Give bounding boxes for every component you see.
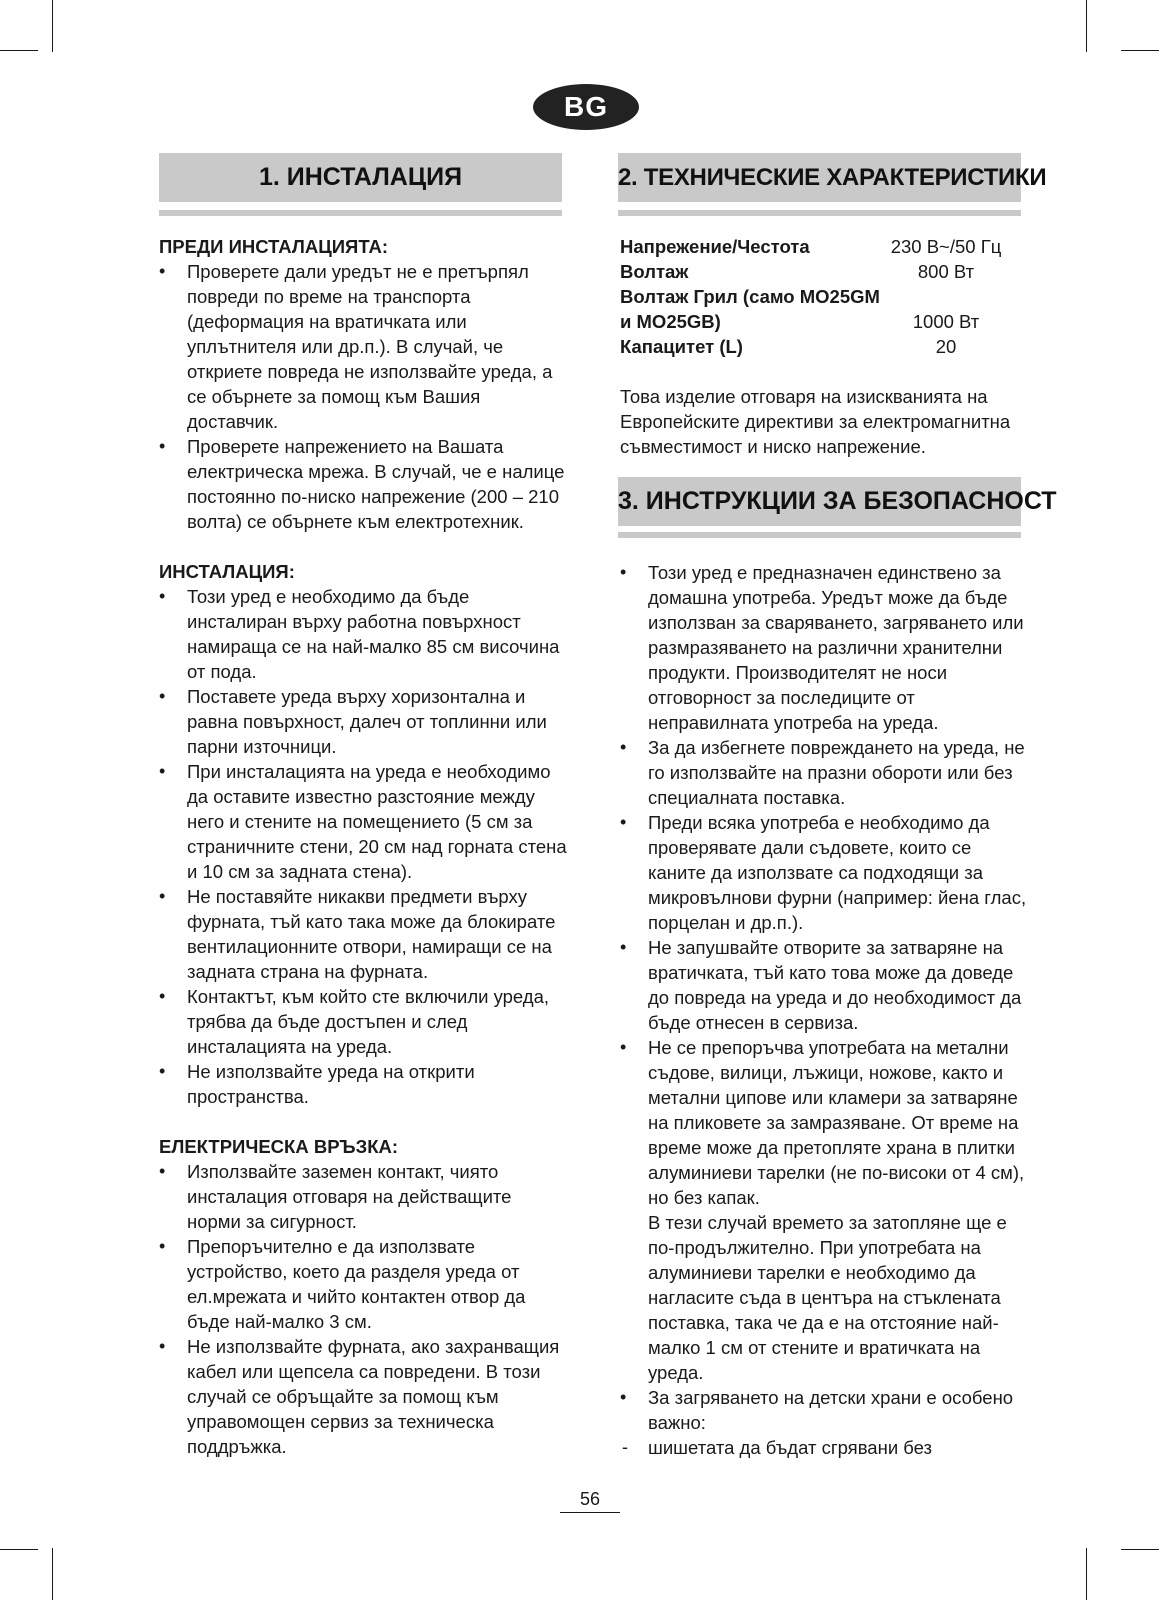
list-item: • Контактът, към който сте включили уреда, трябва да бъде достъпен и след инсталацията на уреда. <box>159 984 569 1059</box>
spec-label: Напрежение/Честота <box>620 236 810 257</box>
electrical-connection-list <box>159 1159 569 1459</box>
page-number: 56 <box>560 1489 620 1513</box>
crop-mark <box>1086 0 1087 52</box>
spec-value <box>882 284 1010 309</box>
list-item: • Проверете напрежението на Вашата електрическа мрежа. В случай, че е налице постоянно по-ниско напрежение (200 – 210 волта) се обърнете към електротехник. <box>159 434 569 534</box>
list-item: • Поставете уреда върху хоризонтална и равна повърхност, далеч от топлинни или парни източници. <box>159 684 569 759</box>
section-title: 1. ИНСТАЛАЦИЯ <box>258 163 463 191</box>
language-badge: BG <box>533 84 639 130</box>
list-item: • За да избегнете повреждането на уреда, не го използвайте на празни обороти или без специалната поставка. <box>620 735 1028 810</box>
section-heading-specs <box>618 153 1047 202</box>
spec-label: и MO25GB) <box>620 311 721 332</box>
safety-column <box>620 560 1028 1460</box>
crop-mark <box>1121 50 1159 51</box>
list-item <box>620 1035 1028 1385</box>
spec-value: 20 <box>935 336 957 357</box>
section-heading-installation <box>159 153 562 202</box>
safety-list <box>620 560 1028 1460</box>
list-item: • Този уред е предназначен единствено за домашна употреба. Уредът може да бъде използван за сваряването, загряването или размразяването на различни хранителни продукти. Производителят не носи отговорност за последиците от неправилната употреба на уреда. <box>620 560 1028 735</box>
list-item: • При инсталацията на уреда е необходимо да оставите известно разстояние между него и стените на помещението (5 см за страничните стени, 20 см над горната стена и 10 см за задната стена). <box>159 759 569 884</box>
subheading-before-installation: ПРЕДИ ИНСТАЛАЦИЯТА: <box>159 236 388 257</box>
list-item: • Използвайте заземен контакт, чиято инсталация отговаря на действащите норми за сигурност. <box>159 1159 569 1234</box>
before-installation-list <box>159 259 569 534</box>
spec-label: Волтаж <box>620 261 689 282</box>
compliance-note: Това изделие отговаря на изискванията на Европейските директиви за електромагнитна съвместимост и ниско напрежение. <box>620 386 1011 457</box>
installation-list <box>159 584 569 1109</box>
list-item: • Препоръчително е да използвате устройство, което да разделя уреда от ел.мрежата и чийто контактен отвор да бъде най-малко 3 см. <box>159 1234 569 1334</box>
section-heading-safety <box>618 477 1057 526</box>
section-title: 3. ИНСТРУКЦИИ ЗА БЕЗОПАСНОСТ <box>618 487 1057 515</box>
list-item: • За загряването на детски храни е особено важно: <box>620 1385 1028 1435</box>
subheading-installation: ИНСТАЛАЦИЯ: <box>159 561 295 582</box>
crop-mark <box>1121 1549 1159 1550</box>
spec-table <box>620 234 1030 359</box>
list-item: • Не използвайте уреда на открити пространства. <box>159 1059 569 1109</box>
crop-mark <box>0 1549 38 1550</box>
section-title: 2. ТЕХНИЧЕСКИЕ ХАРАКТЕРИСТИКИ <box>618 164 1047 191</box>
spec-value: 800 Вт <box>917 261 975 282</box>
crop-mark <box>0 50 38 51</box>
section-underbar <box>159 210 562 216</box>
list-item: • Не поставяйте никакви предмети върху фурната, тъй като така може да блокирате вентилационните отвори, намиращи се на задната страна на фурната. <box>159 884 569 984</box>
spec-value: 1000 Вт <box>912 311 980 332</box>
section-underbar <box>618 532 1021 538</box>
crop-mark <box>52 0 53 52</box>
list-item-continuation: В тези случай времето за затопляне ще е по-продължително. При употребата на алуминиеви тарелки е необходимо да нагласите съда в центъра на стъклената поставка, така че да е на отстояние най-малко 1 см от стените и вратичката на уреда. <box>648 1212 1007 1383</box>
list-item-text: Не се препоръчва употребата на метални съдове, вилици, лъжици, ножове, както и метални ципове или кламери за затваряне на пликовете за замразяване. От време на време може да претопляте храна в плитки алуминиеви тарелки (не по-високи от 4 см), но без капак. <box>648 1037 1025 1208</box>
section-underbar <box>618 210 1021 216</box>
list-item: • Този уред е необходимо да бъде инсталиран върху работна повърхност намираща се на най-малко 85 см височина от пода. <box>159 584 569 684</box>
list-item: - шишетата да бъдат сгрявани без <box>620 1435 1028 1460</box>
spec-label: Капацитет (L) <box>620 336 743 357</box>
specs-column <box>620 234 1030 459</box>
list-item: • Проверете дали уредът не е претърпял повреди по време на транспорта (деформация на вратичката или уплътнителя или др.п.). В случай, че откриете повреда не използвайте уреда, а се обърнете за помощ към Вашия доставчик. <box>159 259 569 434</box>
installation-column <box>159 234 569 1459</box>
list-item: • Не запушвайте отворите за затваряне на вратичката, тъй като това може да доведе до повреда на уреда и до необходимост да бъде отнесен в сервиза. <box>620 935 1028 1035</box>
list-item: • Не използвайте фурната, ако захранващия кабел или щепсела са повредени. В този случай се обръщайте за помощ към управомощен сервиз за техническа поддръжка. <box>159 1334 569 1459</box>
crop-mark <box>1086 1548 1087 1600</box>
crop-mark <box>52 1548 53 1600</box>
spec-label: Волтаж Грил (само MO25GM <box>620 286 880 307</box>
spec-value: 230 В~/50 Гц <box>890 236 1002 257</box>
list-item: • Преди всяка употреба е необходимо да проверявате дали съдовете, които се каните да използвате са подходящи за микровълнови фурни (например: йена глас, порцелан и др.п.). <box>620 810 1028 935</box>
subheading-electrical-connection: ЕЛЕКТРИЧЕСКА ВРЪЗКА: <box>159 1136 399 1157</box>
